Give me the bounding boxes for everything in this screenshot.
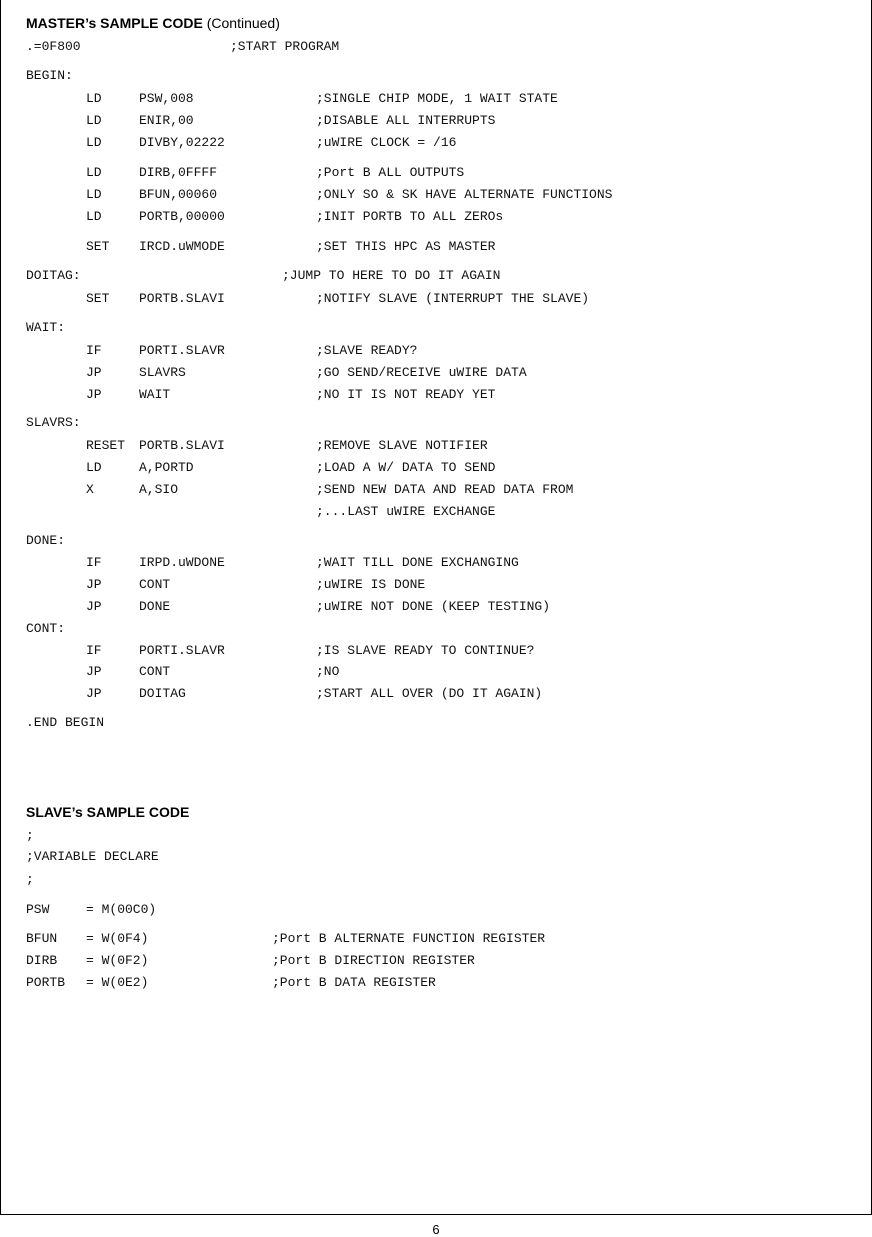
code-opcode: JP <box>86 387 102 402</box>
declare-name: ; <box>26 828 34 843</box>
code-label: DONE: <box>26 533 66 548</box>
code-operand: DIVBY,02222 <box>139 135 225 150</box>
code-comment: ;uWIRE NOT DONE (KEEP TESTING) <box>316 599 551 614</box>
code-label: WAIT: <box>26 320 66 335</box>
code-operand: DOITAG <box>139 686 186 701</box>
code-comment: ;NO IT IS NOT READY YET <box>316 387 496 402</box>
declare-name: BFUN <box>26 931 58 946</box>
code-opcode: JP <box>86 686 102 701</box>
declare-name: PSW <box>26 902 50 917</box>
code-comment: ;uWIRE CLOCK = /16 <box>316 135 457 150</box>
code-operand: SLAVRS <box>139 365 186 380</box>
code-comment: ;uWIRE IS DONE <box>316 577 426 592</box>
code-comment: ;INIT PORTB TO ALL ZEROs <box>316 209 504 224</box>
code-comment: ;NOTIFY SLAVE (INTERRUPT THE SLAVE) <box>316 291 590 306</box>
code-opcode: LD <box>86 135 102 150</box>
code-comment: ;NO <box>316 664 340 679</box>
master-heading-suffix: (Continued) <box>202 15 280 31</box>
code-operand: DONE <box>139 599 171 614</box>
code-opcode: IF <box>86 555 102 570</box>
declare-assign: = W(0F4) <box>86 931 149 946</box>
declare-name: PORTB <box>26 975 66 990</box>
code-comment: ;Port B ALL OUTPUTS <box>316 165 465 180</box>
code-opcode: RESET <box>86 438 126 453</box>
code-comment: ;REMOVE SLAVE NOTIFIER <box>316 438 488 453</box>
code-comment: ;ONLY SO & SK HAVE ALTERNATE FUNCTIONS <box>316 187 613 202</box>
code-opcode: X <box>86 482 94 497</box>
code-label: .=0F800 <box>26 39 81 54</box>
code-operand: IRCD.uWMODE <box>139 239 225 254</box>
code-comment: ;SLAVE READY? <box>316 343 418 358</box>
declare-name: ; <box>26 872 34 887</box>
master-code-heading <box>26 15 280 31</box>
code-opcode: IF <box>86 643 102 658</box>
declare-name: ;VARIABLE DECLARE <box>26 849 159 864</box>
code-operand: BFUN,00060 <box>139 187 218 202</box>
code-operand: WAIT <box>139 387 171 402</box>
master-heading-bold: MASTER’s SAMPLE CODE <box>26 15 203 31</box>
code-opcode: SET <box>86 239 110 254</box>
code-comment: ;LOAD A W/ DATA TO SEND <box>316 460 496 475</box>
code-opcode: JP <box>86 599 102 614</box>
declare-assign: = W(0F2) <box>86 953 149 968</box>
code-operand: PSW,008 <box>139 91 194 106</box>
declare-name: DIRB <box>26 953 58 968</box>
code-comment: ;START ALL OVER (DO IT AGAIN) <box>316 686 543 701</box>
code-operand: ENIR,00 <box>139 113 194 128</box>
code-comment: ;WAIT TILL DONE EXCHANGING <box>316 555 519 570</box>
code-opcode: LD <box>86 187 102 202</box>
code-opcode: IF <box>86 343 102 358</box>
code-opcode: LD <box>86 113 102 128</box>
code-operand: PORTB.SLAVI <box>139 291 225 306</box>
code-operand: A,PORTD <box>139 460 194 475</box>
declare-comment: ;Port B DATA REGISTER <box>272 975 436 990</box>
code-comment: ;SINGLE CHIP MODE, 1 WAIT STATE <box>316 91 558 106</box>
code-opcode: LD <box>86 91 102 106</box>
code-operand: CONT <box>139 664 171 679</box>
code-opcode: JP <box>86 365 102 380</box>
declare-comment: ;Port B DIRECTION REGISTER <box>272 953 475 968</box>
code-comment: ;SEND NEW DATA AND READ DATA FROM <box>316 482 574 497</box>
code-operand: A,SIO <box>139 482 179 497</box>
code-opcode: JP <box>86 577 102 592</box>
declare-comment: ;Port B ALTERNATE FUNCTION REGISTER <box>272 931 546 946</box>
code-opcode: SET <box>86 291 110 306</box>
declare-assign: = W(0E2) <box>86 975 149 990</box>
code-label: CONT: <box>26 621 66 636</box>
code-opcode: JP <box>86 664 102 679</box>
code-comment: ;START PROGRAM <box>230 39 340 54</box>
code-label: .END BEGIN <box>26 715 105 730</box>
code-operand: DIRB,0FFFF <box>139 165 218 180</box>
code-operand: IRPD.uWDONE <box>139 555 225 570</box>
page-number: 6 <box>432 1222 440 1237</box>
code-opcode: LD <box>86 165 102 180</box>
code-opcode: LD <box>86 460 102 475</box>
code-opcode: LD <box>86 209 102 224</box>
code-operand: PORTI.SLAVR <box>139 643 225 658</box>
code-comment: ;DISABLE ALL INTERRUPTS <box>316 113 496 128</box>
code-comment: ;JUMP TO HERE TO DO IT AGAIN <box>282 268 501 283</box>
code-operand: PORTB.SLAVI <box>139 438 225 453</box>
code-label: BEGIN: <box>26 68 73 83</box>
code-comment: ;GO SEND/RECEIVE uWIRE DATA <box>316 365 527 380</box>
code-label: DOITAG: <box>26 268 81 283</box>
code-operand: PORTI.SLAVR <box>139 343 225 358</box>
code-comment: ;SET THIS HPC AS MASTER <box>316 239 496 254</box>
slave-heading-bold: SLAVE’s SAMPLE CODE <box>26 804 190 820</box>
code-comment: ;IS SLAVE READY TO CONTINUE? <box>316 643 535 658</box>
slave-code-heading <box>26 804 189 820</box>
declare-assign: = M(00C0) <box>86 902 157 917</box>
code-operand: CONT <box>139 577 171 592</box>
code-label: SLAVRS: <box>26 415 81 430</box>
code-operand: PORTB,00000 <box>139 209 225 224</box>
code-comment: ;...LAST uWIRE EXCHANGE <box>316 504 496 519</box>
